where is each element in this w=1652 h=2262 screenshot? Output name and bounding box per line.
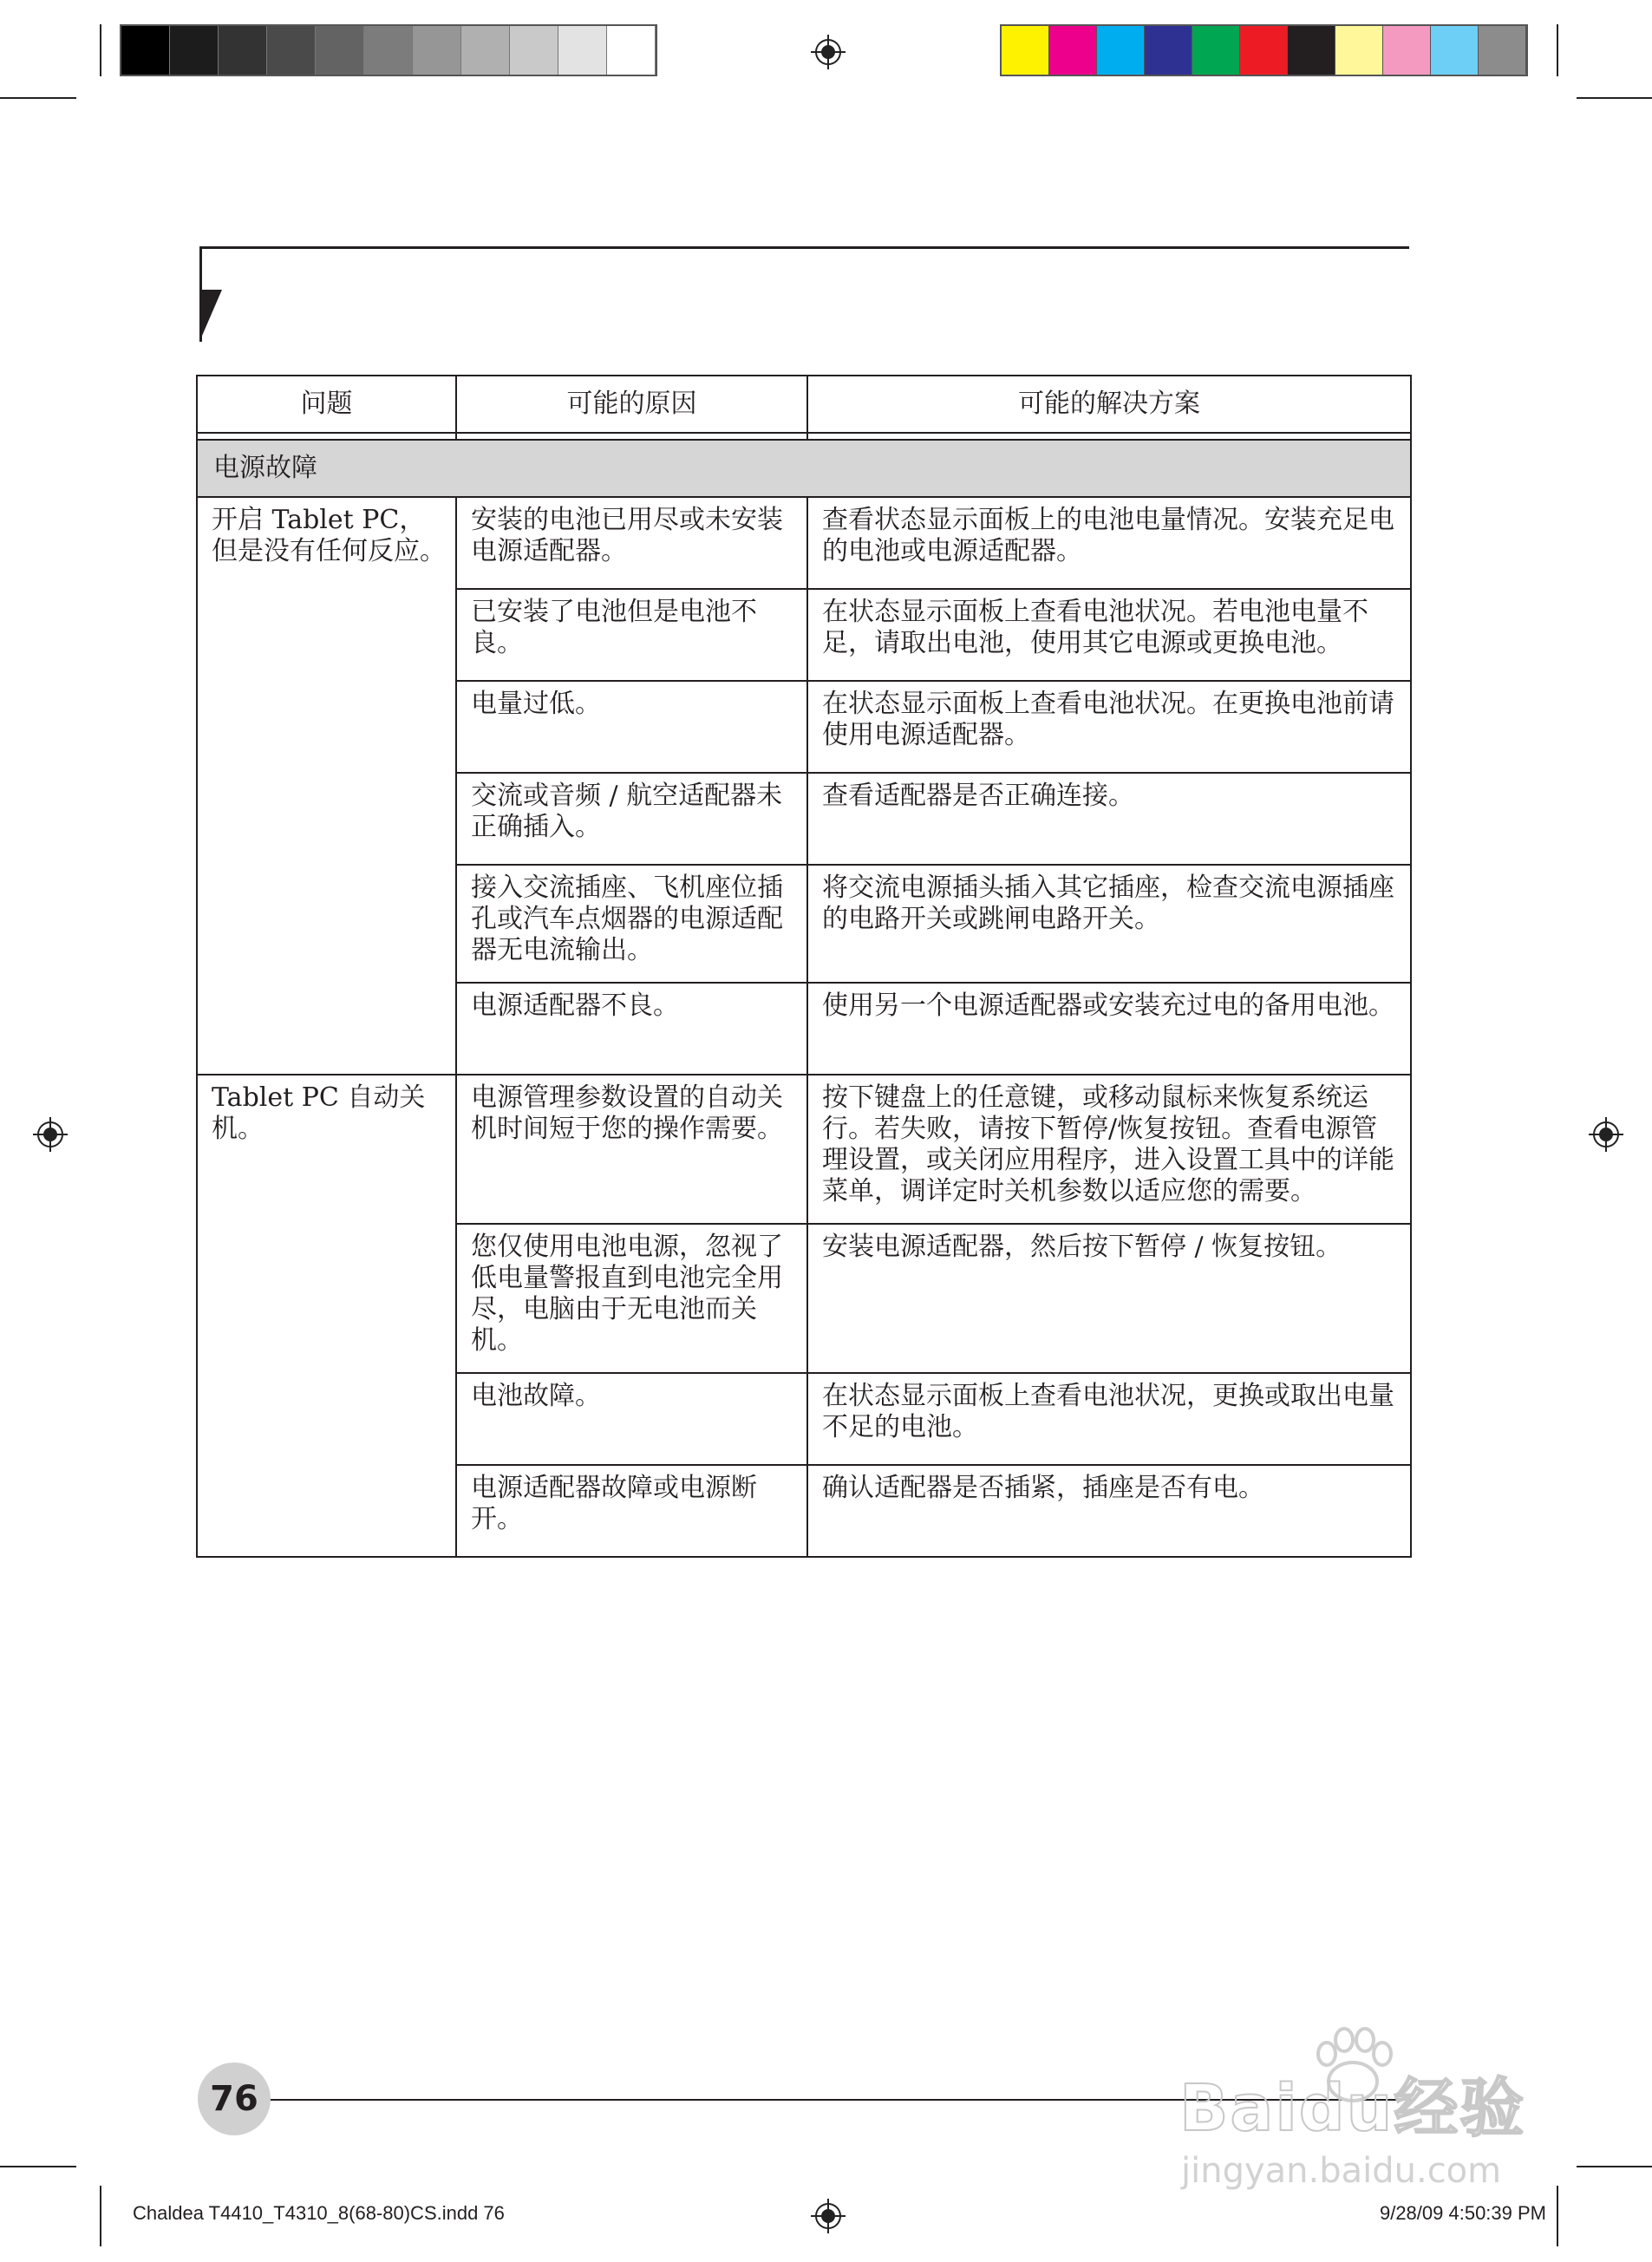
registration-mark-icon: [33, 1117, 68, 1152]
problem-cell: Tablet PC 自动关机。: [197, 1075, 456, 1557]
slug-timestamp: 9/28/09 4:50:39 PM: [1379, 2202, 1546, 2224]
gray-swatch: [219, 26, 267, 75]
cause-cell: 电源适配器故障或电源断开。: [456, 1465, 807, 1557]
color-swatch: [1479, 26, 1526, 75]
cause-cell: 电源管理参数设置的自动关机时间短于您的操作需要。: [456, 1075, 807, 1224]
gray-swatch: [267, 26, 316, 75]
gray-swatch: [364, 26, 413, 75]
color-swatch: [1335, 26, 1383, 75]
color-bar: [1000, 24, 1528, 76]
color-swatch: [1145, 26, 1192, 75]
troubleshooting-table: [196, 375, 1412, 1558]
header-rule: [199, 246, 1409, 249]
solution-cell: 在状态显示面板上查看电池状况。在更换电池前请使用电源适配器。: [807, 681, 1411, 773]
color-swatch: [1288, 26, 1335, 75]
table-row: [197, 1075, 1411, 1224]
table-row: [197, 497, 1411, 589]
watermark-url: jingyan.baidu.com: [1181, 2151, 1502, 2191]
cause-cell: 电源适配器不良。: [456, 983, 807, 1075]
solution-cell: 确认适配器是否插紧，插座是否有电。: [807, 1465, 1411, 1557]
gray-swatch: [170, 26, 219, 75]
gray-swatch: [316, 26, 364, 75]
gray-swatch: [510, 26, 558, 75]
header-solution: 可能的解决方案: [807, 376, 1411, 433]
color-swatch: [1097, 26, 1145, 75]
color-swatch: [1383, 26, 1431, 75]
cause-cell: 交流或音频 / 航空适配器未正确插入。: [456, 773, 807, 865]
section-title: 电源故障: [197, 440, 1411, 497]
crop-mark: [1577, 97, 1652, 99]
solution-cell: 查看状态显示面板上的电池电量情况。安装充足电的电池或电源适配器。: [807, 497, 1411, 589]
page-number: 76: [198, 2063, 271, 2135]
registration-mark-icon: [811, 2199, 846, 2233]
solution-cell: 在状态显示面板上查看电池状况。若电池电量不足，请取出电池，使用其它电源或更换电池。: [807, 589, 1411, 681]
crop-mark: [0, 2166, 76, 2167]
cause-cell: 已安装了电池但是电池不良。: [456, 589, 807, 681]
cause-cell: 电量过低。: [456, 681, 807, 773]
solution-cell: 按下键盘上的任意键，或移动鼠标来恢复系统运行。若失败，请按下暂停/恢复按钮。查看电源管理设置，或关闭应用程序，进入设置工具中的详能菜单，调详定时关机参数以适应您的需要。: [807, 1075, 1411, 1224]
cause-cell: 您仅使用电池电源，忽视了低电量警报直到电池完全用尽，电脑由于无电池而关机。: [456, 1224, 807, 1373]
crop-mark: [1557, 2186, 1558, 2246]
crop-mark: [100, 2186, 101, 2246]
solution-cell: 查看适配器是否正确连接。: [807, 773, 1411, 865]
crop-mark: [0, 97, 76, 99]
solution-cell: 使用另一个电源适配器或安装充过电的备用电池。: [807, 983, 1411, 1075]
color-swatch: [1192, 26, 1240, 75]
crop-mark: [1577, 2166, 1652, 2167]
crop-mark: [1557, 24, 1558, 76]
color-swatch: [1240, 26, 1288, 75]
header-cause: 可能的原因: [456, 376, 807, 433]
gray-swatch: [558, 26, 607, 75]
solution-cell: 在状态显示面板上查看电池状况，更换或取出电量不足的电池。: [807, 1373, 1411, 1465]
cause-cell: 安装的电池已用尽或未安装电源适配器。: [456, 497, 807, 589]
registration-mark-icon: [811, 35, 846, 69]
header-problem: 问题: [197, 376, 456, 433]
color-swatch: [1431, 26, 1479, 75]
gray-swatch: [461, 26, 510, 75]
color-swatch: [1049, 26, 1097, 75]
slug-filename: Chaldea T4410_T4310_8(68-80)CS.indd 76: [133, 2202, 505, 2224]
registration-mark-icon: [1589, 1117, 1623, 1152]
cause-cell: 电池故障。: [456, 1373, 807, 1465]
crop-mark: [100, 24, 101, 76]
table-header-row: [197, 376, 1411, 433]
grayscale-bar: [120, 24, 657, 76]
solution-cell: 将交流电源插头插入其它插座，检查交流电源插座的电路开关或跳闸电路开关。: [807, 865, 1411, 983]
gray-swatch: [607, 26, 656, 75]
watermark-logo: Baidu经验: [1179, 2071, 1526, 2146]
solution-cell: 安装电源适配器，然后按下暂停 / 恢复按钮。: [807, 1224, 1411, 1373]
header-double-rule: [197, 433, 1411, 440]
problem-cell: 开启 Tablet PC，但是没有任何反应。: [197, 497, 456, 1075]
header-tab-marker: [199, 290, 222, 342]
gray-swatch: [413, 26, 461, 75]
cause-cell: 接入交流插座、飞机座位插孔或汽车点烟器的电源适配器无电流输出。: [456, 865, 807, 983]
color-swatch: [1002, 26, 1049, 75]
gray-swatch: [121, 26, 170, 75]
section-row: [197, 440, 1411, 497]
